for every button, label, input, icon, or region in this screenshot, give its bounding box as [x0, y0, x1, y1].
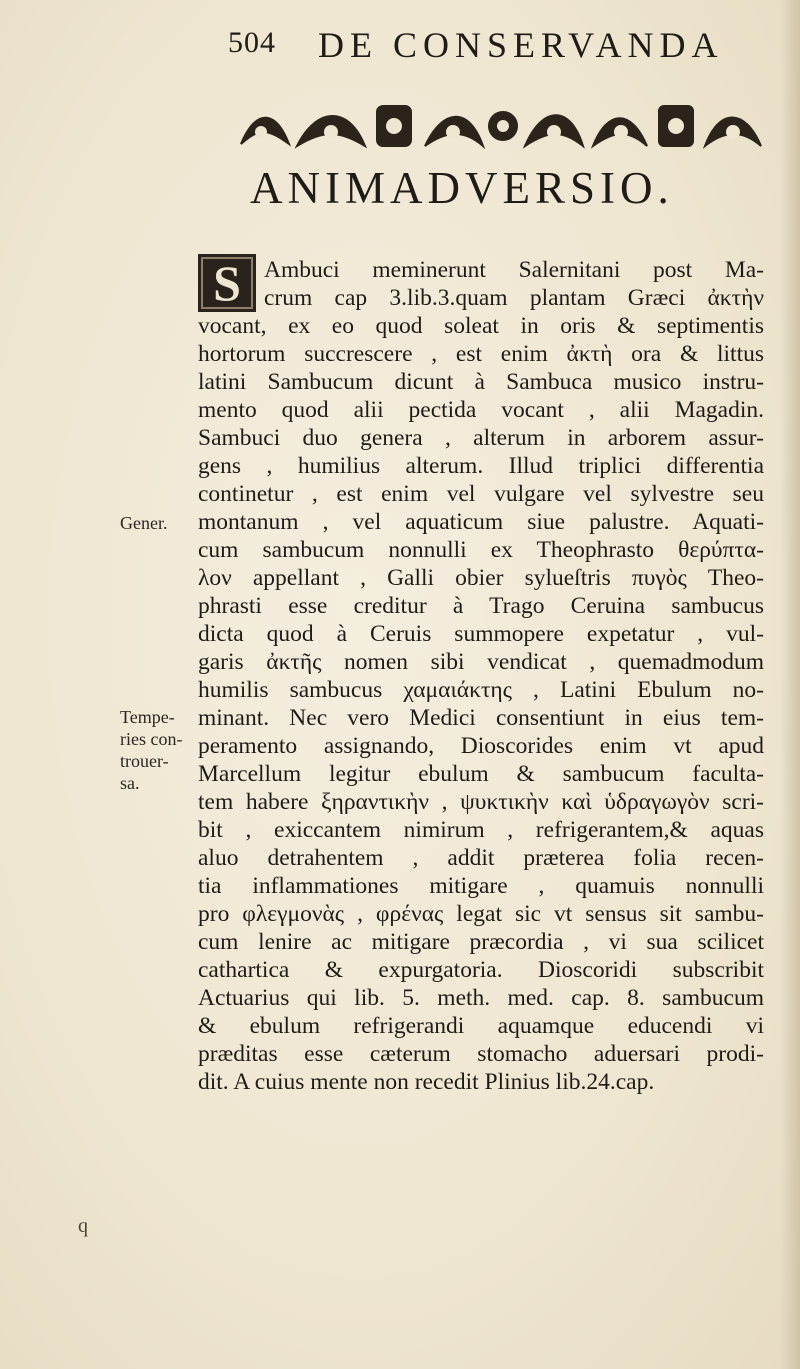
- text-line: crum cap 3.lib.3.quam plantam Græci ἀκτὴν: [264, 285, 764, 311]
- margin-note-gener: Gener.: [120, 513, 168, 533]
- drop-cap-letter: S: [198, 254, 256, 312]
- text-line: humilis sambucus χαμαιάκτης , Latini Ebulum no-: [198, 677, 764, 703]
- text-line: mento quod alii pectida vocant , alii Magadin.: [198, 397, 764, 423]
- text-line: & ebulum refrigerandi aquamque educendi vi: [198, 1013, 764, 1039]
- corner-mark: q: [78, 1215, 88, 1237]
- margin-note-temperies: Tempe- ries con- trouer- sa.: [120, 707, 183, 793]
- running-head: DE CONSERVANDA: [318, 25, 724, 65]
- text-line: Actuarius qui lib. 5. meth. med. cap. 8. sambucum: [198, 985, 764, 1011]
- text-line: phrasti esse creditur à Trago Ceruina sambucus: [198, 593, 764, 619]
- decorative-ornament: [233, 88, 783, 164]
- text-line: aluo detrahentem , addit præterea folia recen-: [198, 845, 764, 871]
- text-line: continetur , est enim vel vulgare vel sylvestre seu: [198, 481, 764, 507]
- text-line: montanum , vel aquaticum siue palustre. Aquati-: [198, 509, 764, 535]
- text-line: Sambuci duo genera , alterum in arborem assur-: [198, 425, 764, 451]
- text-line: dicta quod à Ceruis summopere expetatur , vul-: [198, 621, 764, 647]
- text-line: tem habere ξηραντικὴν , ψυκτικὴν καὶ ὑδραγωγὸν scri-: [198, 789, 764, 815]
- text-line: hortorum succrescere , est enim ἀκτὴ ora & littus: [198, 341, 764, 367]
- page-edge-shadow: [780, 0, 800, 1369]
- text-line: vocant, ex eo quod soleat in oris & septimentis: [198, 313, 764, 339]
- section-title: ANIMADVERSIO.: [250, 163, 674, 213]
- text-line: dit. A cuius mente non recedit Plinius lib.24.cap.: [198, 1069, 655, 1095]
- text-line: bit , exiccantem nimirum , refrigerantem,& aquas: [198, 817, 764, 843]
- text-line: minant. Nec vero Medici consentiunt in eius tem-: [198, 705, 764, 731]
- text-line: gens , humilius alterum. Illud triplici differentia: [198, 453, 764, 479]
- text-line: Ambuci meminerunt Salernitani post Ma-: [264, 257, 764, 283]
- text-line: tia inflammationes mitigare , quamuis nonnulli: [198, 873, 764, 899]
- text-line: garis ἀκτῆς nomen sibi vendicat , quemadmodum: [198, 649, 764, 675]
- page-number: 504: [228, 26, 276, 59]
- text-line: peramento assignando, Dioscorides enim vt apud: [198, 733, 764, 759]
- text-line: cum lenire ac mitigare præcordia , vi sua scilicet: [198, 929, 764, 955]
- text-line: cum sambucum nonnulli ex Theophrasto θερύπτα-: [198, 537, 764, 563]
- text-line: latini Sambucum dicunt à Sambuca musico instru-: [198, 369, 764, 395]
- text-line: pro φλεγμονὰς , φρένας legat sic vt sensus sit sambu-: [198, 901, 764, 927]
- text-line: Marcellum legitur ebulum & sambucum faculta-: [198, 761, 764, 787]
- text-line: præditas esse cæterum stomacho aduersari prodi-: [198, 1041, 764, 1067]
- text-line: λον appellant , Galli obier sylueſtris πυγὸς Theo-: [198, 565, 764, 591]
- text-line: cathartica & expurgatoria. Dioscoridi subscribit: [198, 957, 764, 983]
